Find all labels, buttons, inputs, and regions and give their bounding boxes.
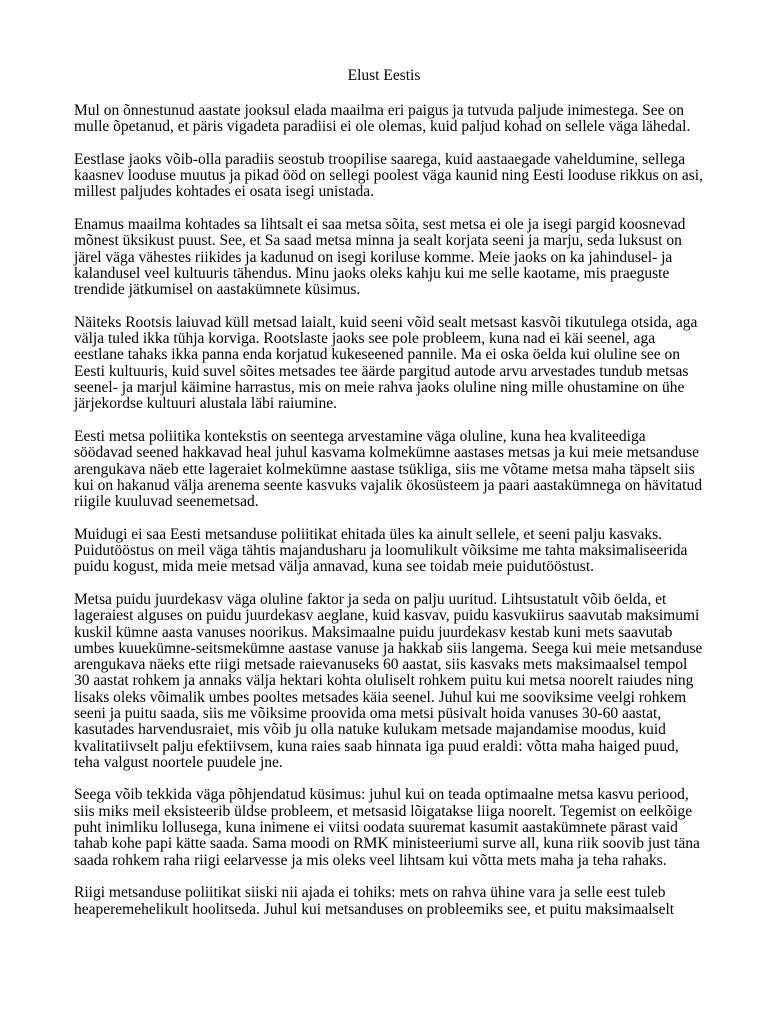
paragraph: Mul on õnnestunud aastate jooksul elada maailma eri paigus ja tutvuda paljude inimestega. See on mulle õpetanud, et päris vigadeta paradiisi ei ole olemas, kuid paljud kohad on sellele väga lähedal. <box>74 102 691 136</box>
document-body <box>74 103 704 934</box>
paragraph: Näiteks Rootsis laiuvad küll metsad laialt, kuid seeni võid sealt metsast kasvõi tikutulega otsida, aga välja tuled ikka tühja korviga. Rootslaste jaoks see pole probleem, kuna nad ei käi seenel, aga eestlane tahaks ikka panna enda korjatud kukeseened pannile. Ma ei oska öelda kui oluline see on Eesti kultuuris, kuid suvel sõites metsades tee äärde pargitud autode arvu arvestades tundub metsas seenel- ja marjul käimine harrastus, mis on meie rahva jaoks oluline ning mille ohustamine on ühe järjekordse kultuuri alustala läbi raiumine. <box>74 313 698 413</box>
paragraph: Seega võib tekkida väga põhjendatud küsimus: juhul kui on teada optimaalne metsa kasvu periood, siis miks meil eksisteerib üldse probleem, et metsasid lõigatakse liiga noorelt. Tegemist on eelkõige puht inimliku lollusega, kuna inimene ei viitsi oodata suuremat kasumit aastakümnete pärast vaid tahab kohe papi kätte saada. Sama moodi on RMK ministeeriumi surve all, kuna riik soovib just täna saada rohkem raha riigi eelarvesse ja mis oleks veel lihtsam kui võtta mets maha ja teha rahaks. <box>74 786 700 869</box>
paragraph: Metsa puidu juurdekasv väga oluline faktor ja seda on palju uuritud. Lihtsustatult võib öelda, et lageraiest alguses on puidu juurdekasv aeglane, kuid kasvav, puidu kasvukiirus saavutab maksimumi kuskil kümne aasta vanuses noorikus. Maksimaalne puidu juurdekasv kestab kuni mets saavutab umbes kuuekümne-seitsmekümne aastase vanuse ja hakkab siis langema. Seega kui meie metsanduse arengukava näeks ette riigi metsade raievanuseks 60 aastat, siis kasvaks mets maksimaalsel tempol 30 aastat rohkem ja annaks välja hektari kohta oluliselt rohkem puitu kui metsa noorelt raiudes ning lisaks oleks võimalik umbes pooltes metsades käia seenel. Juhul kui me sooviksime veelgi rohkem seeni ja puitu saada, siis me võiksime proovida oma metsi püsivalt hoida vanuses 30-60 aastat, kasutades harvendusraiet, mis võib ju olla natuke kulukam metsade majandamise moodus, kuid kvalitatiivselt palju efektiivsem, kuna raies saab hinnata iga puud eraldi: võtta maha haiged puud, teha valgust noortele puudele jne. <box>74 590 703 771</box>
paragraph: Riigi metsanduse poliitikat siiski nii ajada ei tohiks: mets on rahva ühine vara ja selle eest tuleb heaperemehelikult hoolitseda. Juhul kui metsanduses on probleemiks see, et puitu maksimaalselt <box>74 884 675 918</box>
paragraph: Eesti metsa poliitika kontekstis on seentega arvestamine väga oluline, kuna hea kvaliteediga söödavad seened hakkavad heal juhul kasvama kolmekümne aastases metsas ja kui meie metsanduse arengukava näeb ette lageraiet kolmekümne aastase tsükliga, siis me võtame metsa maha täpselt siis kui on hakanud välja arenema seente kasvuks vajalik ökosüsteem ja paari aastakümnega on hävitatud riigile kuuluvad seenemetsad. <box>74 427 702 511</box>
paragraph: Enamus maailma kohtades sa lihtsalt ei saa metsa sõita, sest metsa ei ole ja isegi pargid koosnevad mõnest üksikust puust. See, et Sa saad metsa minna ja sealt korjata seeni ja marju, seda luksust on järel väga vähestes riikides ja kadunud on isegi koriluse komme. Meie jaoks on ka jahindusel- ja kalandusel veel kultuuris tähendus. Minu jaoks oleks kahju kui me selle kaotame, mis praeguste trendide jätkumisel on aastakümnete küsimus. <box>74 216 686 299</box>
paragraph: Muidugi ei saa Eesti metsanduse poliitikat ehitada üles ka ainult sellele, et seeni palju kasvaks. Puidutööstus on meil väga tähtis majandusharu ja loomulikult võiksime me tahta maksimaliseerida puidu kogust, mida meie metsad välja annavad, kuna see toidab meie puidutööstust. <box>74 525 688 576</box>
document-title: Elust Eestis <box>347 67 421 84</box>
paragraph: Eestlase jaoks võib-olla paradiis seostub troopilise saarega, kuid aastaaegade vaheldumine, sellega kaasnev looduse muutus ja pikad ööd on sellegi poolest väga kaunid ning Eesti looduse rikkus on asi, millest paljudes kohtades ei osata isegi unistada. <box>74 150 703 201</box>
